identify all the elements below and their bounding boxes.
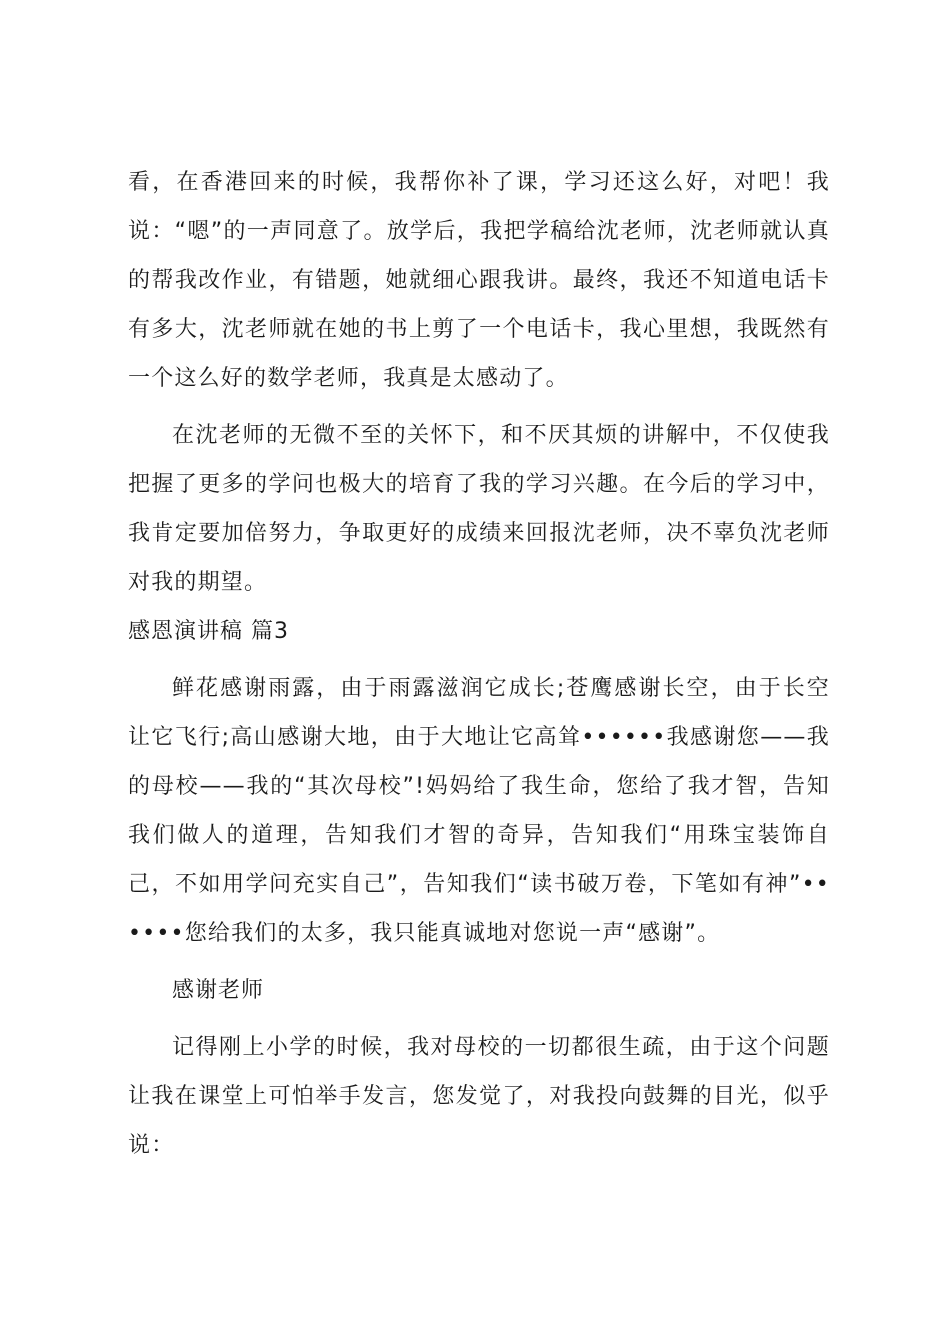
paragraph-1: 看，在香港回来的时候，我帮你补了课，学习还这么好，对吧！我说：“嗯”的一声同意了。放学后，我把学稿给沈老师，沈老师就认真的帮我改作业，有错题，她就细心跟我讲。最终，我还不知道电话卡有多大，沈老师就在她的书上剪了一个电话卡，我心里想，我既然有一个这么好的数学老师，我真是太感动了。: [128, 170, 830, 391]
paragraph-gap: [128, 1015, 830, 1023]
paragraph-gap: [128, 958, 830, 966]
section-heading: 感恩演讲稿 篇3: [128, 619, 289, 644]
paragraph-2: 在沈老师的无微不至的关怀下，和不厌其烦的讲解中，不仅使我把握了更多的学问也极大的培育了我的学习兴趣。在今后的学习中，我肯定要加倍努力，争取更好的成绩来回报沈老师，决不辜负沈老师对我的期望。: [128, 423, 830, 595]
paragraph-3: 鲜花感谢雨露，由于雨露滋润它成长;苍鹰感谢长空，由于长空让它飞行;高山感谢大地，由于大地让它高耸••••••我感谢您——我的母校——我的“其次母校”!妈妈给了我生命，您给了我才智，告知我们做人的道理，告知我们才智的奇异，告知我们“用珠宝装饰自己，不如用学问充实自己”，告知我们“读书破万卷，下笔如有神”••••••您给我们的太多，我只能真诚地对您说一声“感谢”。: [128, 676, 830, 946]
paragraph-gap: [128, 656, 830, 664]
paragraph-gap: [128, 403, 830, 411]
subheading: 感谢老师: [172, 978, 265, 1003]
document-body: [128, 158, 830, 1170]
paragraph-4: 记得刚上小学的时候，我对母校的一切都很生疏，由于这个问题让我在课堂上可怕举手发言，您发觉了，对我投向鼓舞的目光，似乎说：: [128, 1035, 830, 1158]
